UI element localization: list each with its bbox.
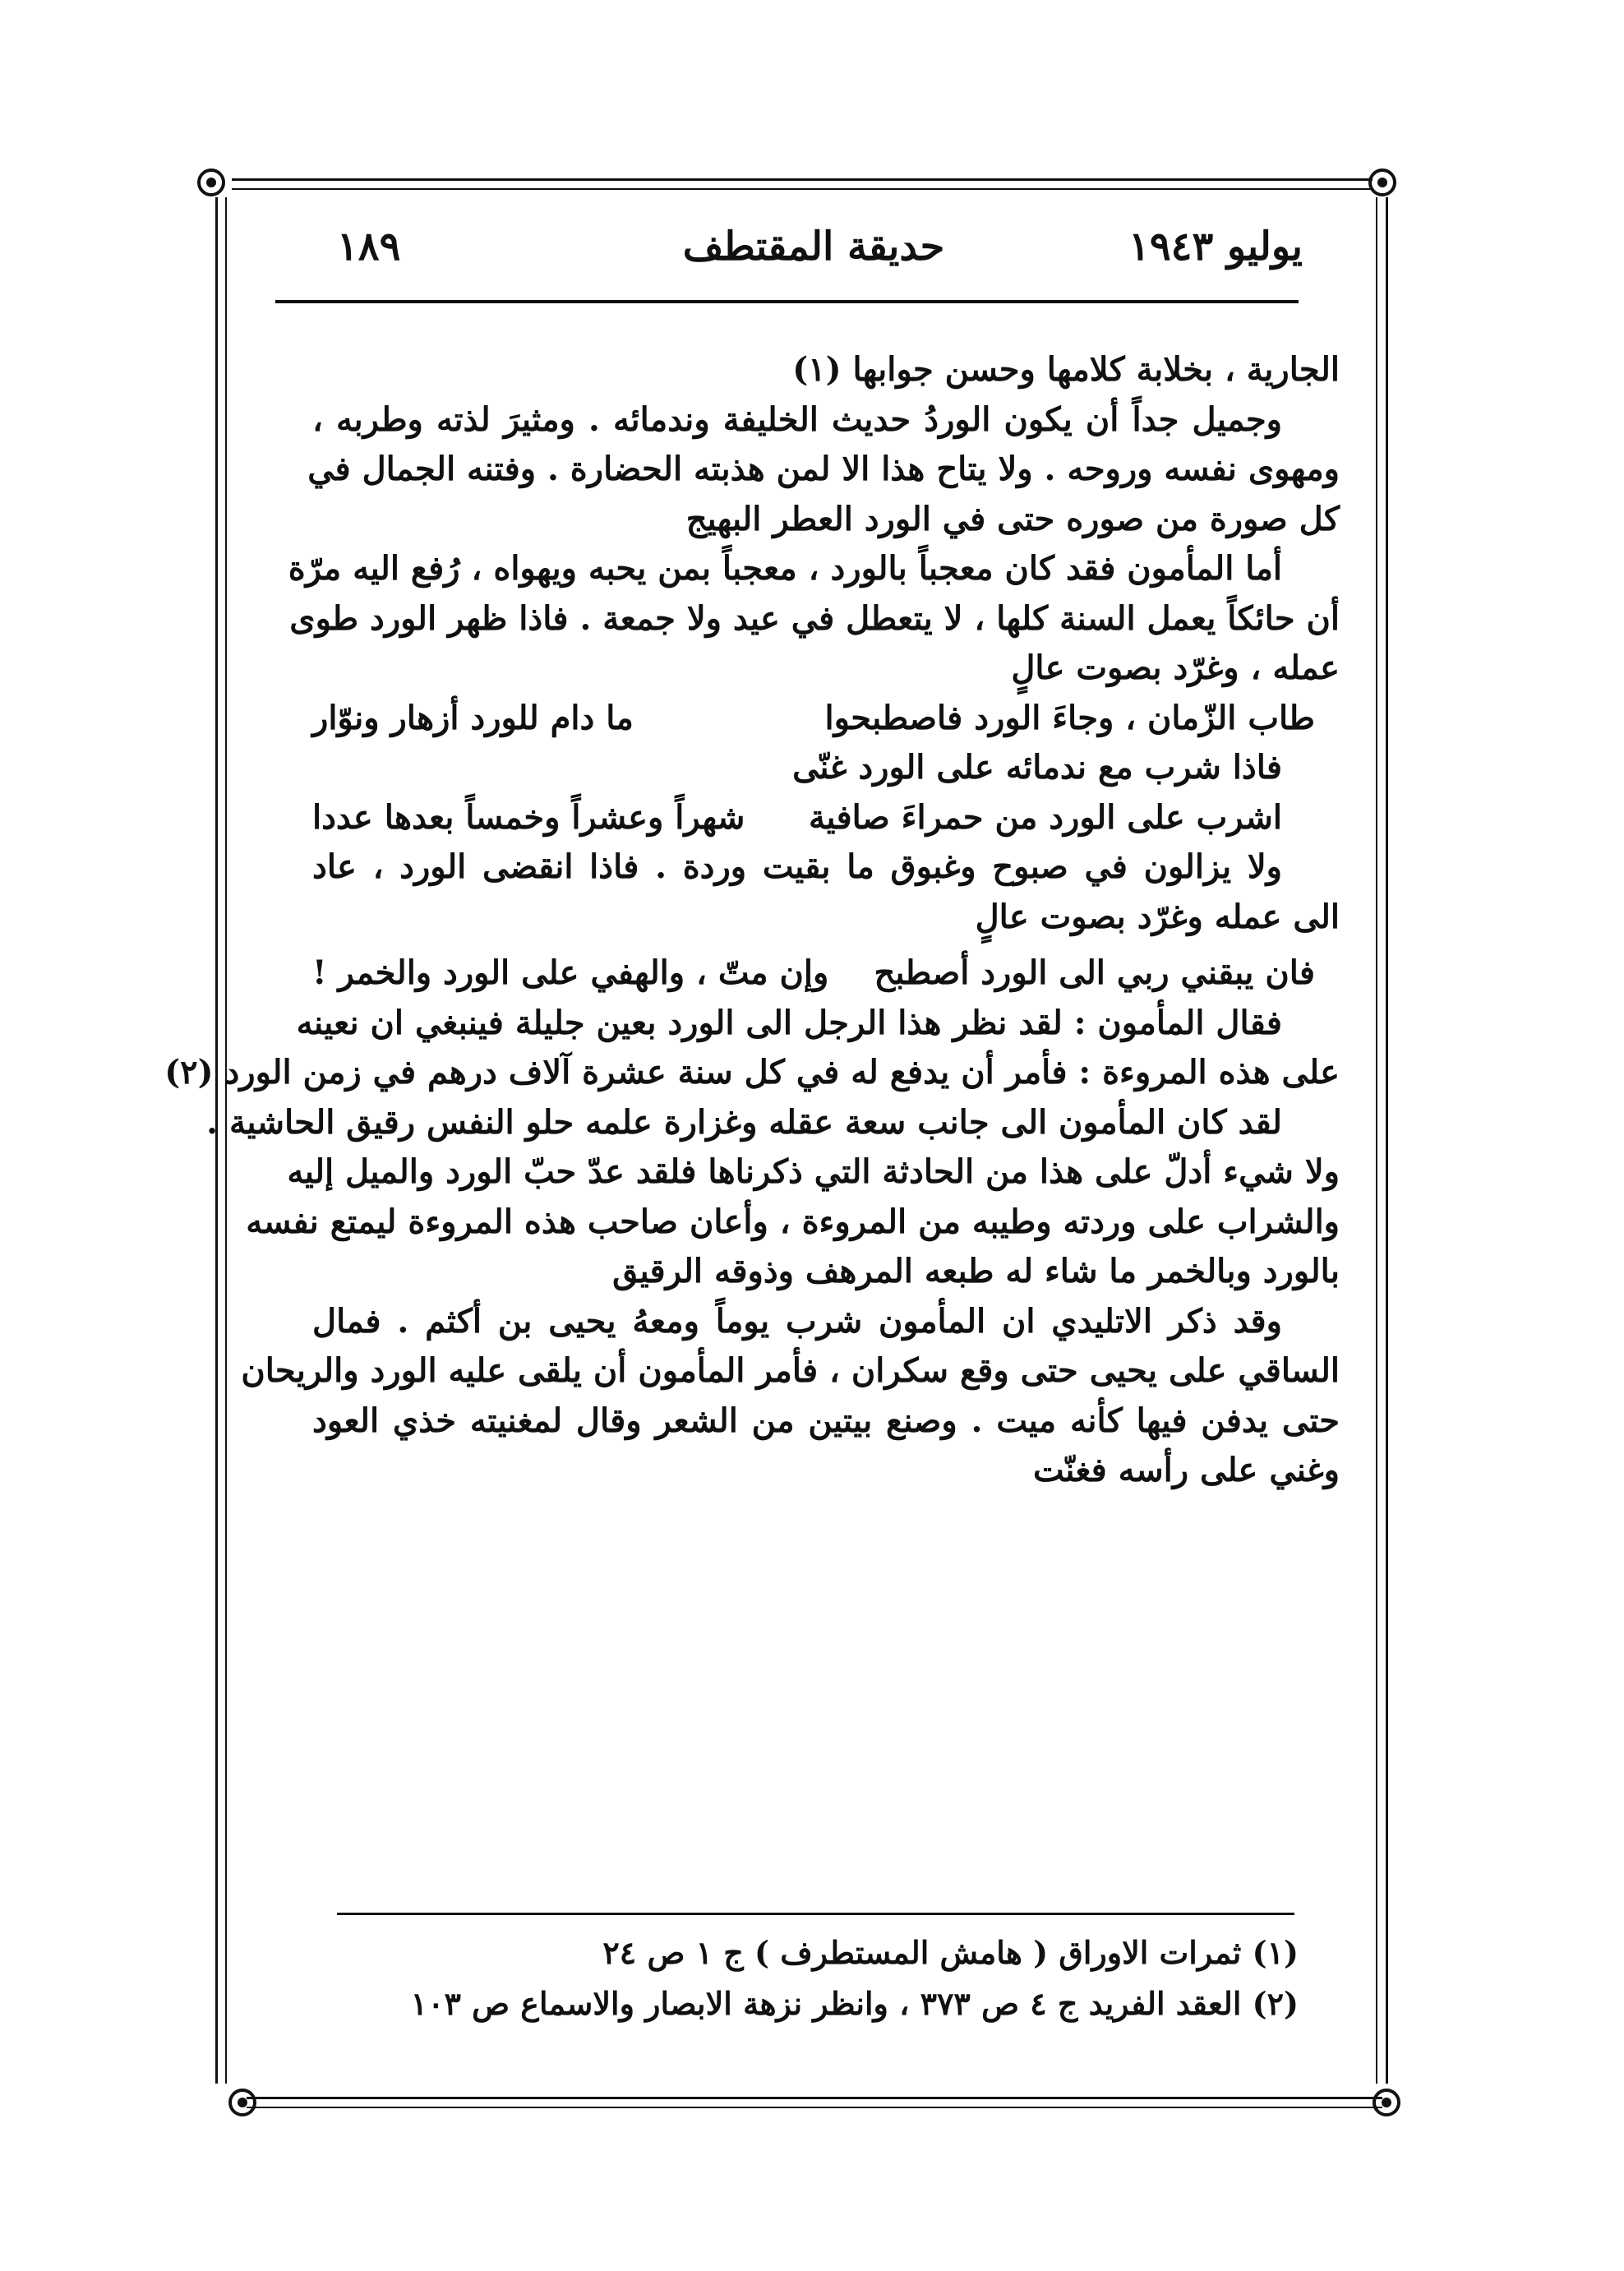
verse-couplet xyxy=(312,793,1340,843)
frame-bottom-inner xyxy=(247,2107,1382,2108)
text-line: فاذا شرب مع ندمائه على الورد غنّى xyxy=(792,748,1282,787)
corner-ornament-bottom-left xyxy=(228,2089,256,2116)
text-line: لقد كان المأمون الى جانب سعة عقله وغزارة علمه حلو النفس رقيق الحاشية . xyxy=(206,1102,1282,1142)
frame-right-outer xyxy=(1386,197,1388,2084)
article-body xyxy=(164,345,1340,1496)
text-line: ولا يزالون في صبوح وغبوق ما بقيت وردة . فاذا انقضى الورد ، عاد xyxy=(312,847,1282,886)
footnote: (٢) العقد الفريد ج ٤ ص ٣٧٣ ، وانظر نزهة الابصار والاسماع ص ١٠٣ xyxy=(410,1985,1299,2022)
corner-ornament-top-right xyxy=(1368,168,1396,196)
text-line: ومهوى نفسه وروحه . ولا يتاح هذا الا لمن هذبته الحضارة . وفتنه الجمال في xyxy=(307,450,1340,488)
text-line: والشراب على وردته وطيبه من المروءة ، وأعان صاحب هذه المروءة ليمتع نفسه xyxy=(246,1202,1340,1241)
text-line: وقد ذكر الاتليدي ان المأمون شرب يوماً ومعهُ يحيى بن أكثم . فمال xyxy=(312,1301,1282,1341)
text-line: أما المأمون فقد كان معجباً بالورد ، معجباً بمن يحبه ويهواه ، رُفع اليه مرّة xyxy=(288,549,1282,588)
footnote-rule xyxy=(337,1913,1294,1915)
text-line: الساقي على يحيى حتى وقع سكران ، فأمر المأمون أن يلقى عليه الورد والريحان xyxy=(241,1351,1340,1390)
text-line: كل صورة من صوره حتى في الورد العطر البهيج xyxy=(685,499,1340,538)
verse-hemistich-second: شهراً وعشراً وخمساً بعدها عددا xyxy=(312,797,745,837)
frame-bottom-outer xyxy=(247,2097,1382,2099)
page-number: ١٨٩ xyxy=(337,224,401,270)
footnote: (١) ثمرات الاوراق ( هامش المستطرف ) ج ١ ص ٢٤ xyxy=(602,1934,1299,1971)
verse-hemistich-first: طاب الزّمان ، وجاءَ الورد فاصطبحوا xyxy=(824,698,1315,737)
frame-right-inner xyxy=(1376,197,1377,2084)
text-line: وغني على رأسه فغنّت xyxy=(1032,1451,1340,1489)
verse-hemistich-second: ما دام للورد أزهار ونوّار xyxy=(312,698,634,737)
frame-top-outer xyxy=(232,178,1373,181)
corner-ornament-top-left xyxy=(197,168,225,196)
corner-ornament-bottom-right xyxy=(1373,2089,1400,2116)
text-line: ولا شيء أدلّ على هذا من الحادثة التي ذكرناها فلقد عدّ حبّ الورد والميل إليه xyxy=(287,1152,1340,1191)
text-line: على هذه المروءة : فأمر أن يدفع له في كل سنة عشرة آلاف درهم في زمن الورد (٢) xyxy=(164,1053,1340,1092)
text-line: حتى يدفن فيها كأنه ميت . وصنع بيتين من الشعر وقال لمغنيته خذي العود xyxy=(312,1401,1340,1440)
header-title: حديقة المقتطف xyxy=(682,224,945,270)
text-line: وجميل جداً أن يكون الوردُ حديث الخليفة وندمائه . ومثيرَ لذته وطربه ، xyxy=(312,399,1282,439)
header-rule xyxy=(275,300,1299,303)
text-line: عمله ، وغرّد بصوت عالٍ xyxy=(1011,649,1340,687)
verse-hemistich-first: اشرب على الورد من حمراءَ صافية xyxy=(808,797,1282,837)
running-header xyxy=(325,224,1303,281)
header-date: يوليو ١٩٤٣ xyxy=(1128,224,1303,270)
verse-couplet xyxy=(312,694,1340,744)
text-line: الجارية ، بخلابة كلامها وحسن جوابها (١) xyxy=(792,350,1340,389)
footnotes xyxy=(411,1927,1299,2029)
text-line: الى عمله وغرّد بصوت عالٍ xyxy=(975,897,1340,936)
verse-hemistich-first: فان يبقني ربي الى الورد أصطبح xyxy=(874,953,1315,992)
frame-top-inner xyxy=(232,188,1373,190)
text-line: بالورد وبالخمر ما شاء له طبعه المرهف وذوقه الرقيق xyxy=(612,1252,1340,1290)
verse-hemistich-second: وإن متّ ، والهفي على الورد والخمر ! xyxy=(312,953,829,992)
text-line: فقال المأمون : لقد نظر هذا الرجل الى الورد بعين جليلة فينبغي ان نعينه xyxy=(296,1003,1282,1042)
text-line: أن حائكاً يعمل السنة كلها ، لا يتعطل في عيد ولا جمعة . فاذا ظهر الورد طوى xyxy=(289,598,1340,638)
verse-couplet xyxy=(312,949,1340,999)
